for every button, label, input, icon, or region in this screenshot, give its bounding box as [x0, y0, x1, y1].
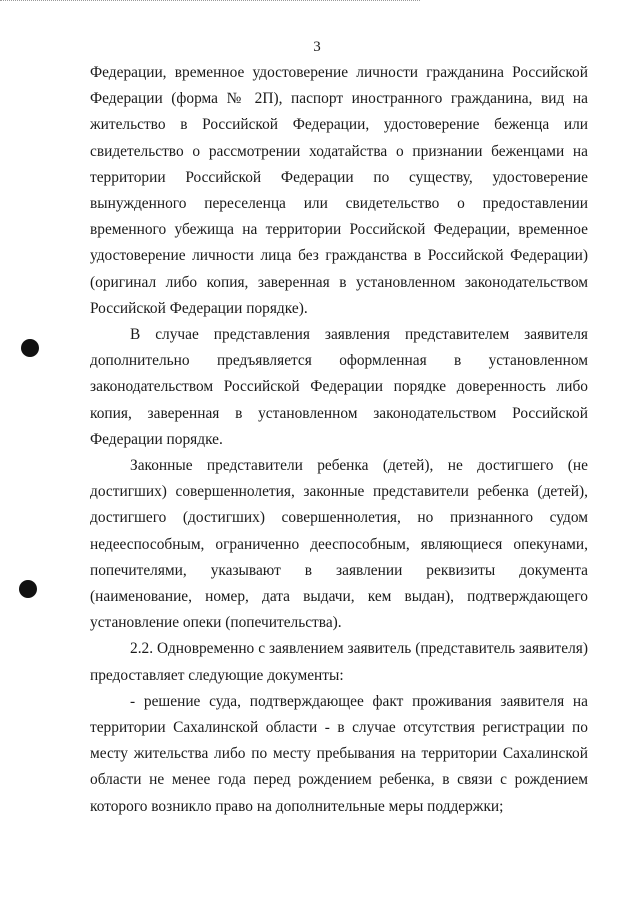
body-text — [90, 60, 588, 820]
paragraph-representative-power-of-attorney: В случае представления заявления представителем заявителя дополнительно предъявляется оформленная в установленном законодательством Российской Федерации порядке доверенность либо копия, заверенная в установленном законодательством Российской Федерации порядке. — [90, 326, 588, 448]
paragraph-legal-representatives: Законные представители ребенка (детей), не достигшего (не достигших) совершеннолетия, законные представители ребенка (детей), достигшего (достигших) совершеннолетия, но признанного судом недееспособным, ограниченно дееспособным, являющиеся опекунами, попечителями, указывают в заявлении реквизиты документа (наименование, номер, дата выдачи, кем выдан), подтверждающего установление опеки (попечительства). — [90, 457, 588, 632]
paragraph-identity-documents: Федерации, временное удостоверение личности гражданина Российской Федерации (форма № 2П), паспорт иностранного гражданина, вид на жительство в Российской Федерации, удостоверение беженца или свидетельство о рассмотрении ходатайства о признании беженцами на территории Российской Федерации по существу, удостоверение вынужденного переселенца или свидетельство о предоставлении временного убежища на территории Российской Федерации, временное удостоверение личности лица без гражданства в Российской Федерации) (оригинал либо копия, заверенная в установленном законодательством Российской Федерации порядке). — [90, 64, 588, 317]
top-edge-rule — [0, 0, 420, 1]
paragraph-clause-2-2: 2.2. Одновременно с заявлением заявитель (представитель заявителя) предоставляет следующие документы: — [90, 640, 588, 684]
punch-hole-mark-bottom — [19, 580, 37, 598]
page-number: 3 — [313, 39, 321, 55]
punch-hole-mark-top — [21, 339, 39, 357]
paragraph-court-decision-item: - решение суда, подтверждающее факт проживания заявителя на территории Сахалинской области - в случае отсутствия регистрации по месту жительства либо по месту пребывания на территории Сахалинской области не менее года перед рождением ребенка, в связи с рождением которого возникло право на дополнительные меры поддержки; — [90, 692, 588, 815]
